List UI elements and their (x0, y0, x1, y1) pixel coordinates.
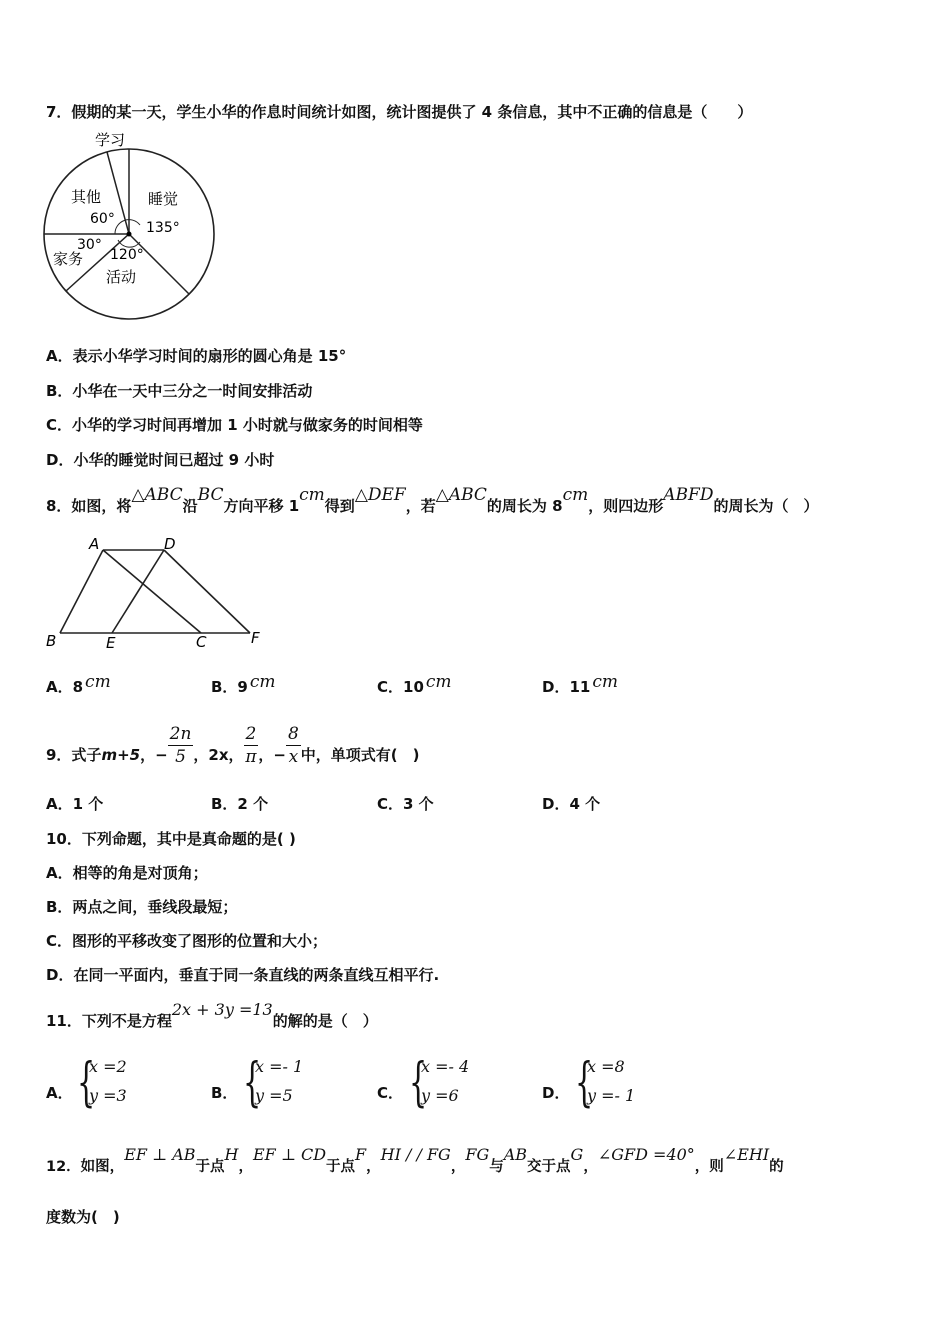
q8-m1: △ABC (131, 485, 183, 505)
q8-t1: 8．如图，将 (46, 497, 132, 515)
q8-m5: △ABC (435, 485, 487, 505)
q10-option-b[interactable]: B．两点之间，垂线段最短； (46, 898, 238, 916)
q8-t4: 得到 (324, 497, 355, 515)
q9-option-b[interactable]: B．2 个 (211, 795, 269, 813)
q9-option-c[interactable]: C．3 个 (377, 795, 434, 813)
q8-m7: ABFD (663, 485, 714, 505)
q8-label-e: E (106, 634, 116, 652)
q7-option-d[interactable]: D．小华的睡觉时间已超过 9 小时 (46, 451, 275, 469)
pie-label-study: 学习 (95, 131, 126, 149)
q8-m3: cm (299, 485, 325, 505)
pie-label-housework: 家务 (53, 250, 84, 268)
q9-stem: 9．式子m+5，− $\frac{2n}{5}$ ，2x， $\frac{2}{\pi}$ ，− $\frac{8}{x}$ 中，单项式有( ) (46, 724, 420, 767)
q8-label-b: B (46, 632, 57, 650)
q11-option-c-system[interactable]: { x =- 4 y =6 (409, 1053, 470, 1113)
pie-angle-other: 60° (90, 211, 115, 227)
q11-option-d-system[interactable]: { x =8 y =- 1 (575, 1053, 636, 1113)
q9-option-d[interactable]: D．4 个 (542, 795, 601, 813)
pie-angle-activity: 120° (110, 247, 144, 263)
q11-stem: 11．下列不是方程2x + 3y =13的解的是（ ） (46, 1000, 378, 1030)
q8-option-d[interactable]: D．11 cm (542, 672, 618, 696)
pie-angle-sleep: 135° (146, 220, 180, 236)
q10-option-d[interactable]: D．在同一平面内，垂直于同一条直线的两条直线互相平行. (46, 966, 440, 984)
q9-fraction-3: $\frac{8}{x}$ (287, 724, 299, 767)
q8-m6: cm (562, 485, 589, 505)
q8-t5: ，若 (405, 497, 436, 515)
q11-option-b-system[interactable]: { x =- 1 y =5 (243, 1053, 304, 1113)
q8-t2: 沿 (182, 497, 198, 515)
pie-label-activity: 活动 (106, 268, 137, 286)
pie-label-other: 其他 (71, 188, 102, 206)
q8-t8: 的周长为（ ） (713, 497, 819, 515)
q8-t7: ，则四边形 (588, 497, 664, 515)
q8-option-b[interactable]: B．9 cm (211, 672, 276, 696)
q8-figure (40, 532, 270, 657)
q9-expr1: m+5 (101, 746, 141, 764)
q7-option-b[interactable]: B．小华在一天中三分之一时间安排活动 (46, 382, 313, 400)
q8-label-c: C (196, 633, 207, 651)
q9-fraction-1: $\frac{2n}{5}$ (169, 724, 192, 767)
pie-label-sleep: 睡觉 (148, 190, 179, 208)
q7-option-a[interactable]: A．表示小华学习时间的扇形的圆心角是 15° (46, 347, 347, 365)
q11-equation: 2x + 3y =13 (171, 1000, 273, 1019)
q8-label-d: D (164, 535, 176, 553)
q7-pie-chart (40, 128, 225, 323)
q8-option-c[interactable]: C．10 cm (377, 672, 452, 696)
q11-option-d-letter[interactable]: D． (542, 1084, 570, 1102)
q7-option-c[interactable]: C．小华的学习时间再增加 1 小时就与做家务的时间相等 (46, 416, 423, 434)
q8-label-a: A (89, 535, 100, 553)
pie-angle-housework: 30° (77, 237, 102, 253)
q10-option-a[interactable]: A．相等的角是对顶角； (46, 864, 208, 882)
q8-t3: 方向平移 1 (223, 497, 300, 515)
q10-option-c[interactable]: C．图形的平移改变了图形的位置和大小； (46, 932, 328, 950)
q9-t2: 中，单项式有( ) (300, 746, 420, 764)
q11-option-a-letter[interactable]: A． (46, 1084, 73, 1102)
q8-stem (46, 485, 819, 516)
q8-t6: 的周长为 8 (486, 497, 563, 515)
q8-label-f: F (251, 629, 260, 647)
q9-fraction-2: $\frac{2}{\pi}$ (245, 724, 257, 767)
q8-option-a[interactable]: A．8 cm (46, 672, 111, 696)
q11-option-b-letter[interactable]: B． (211, 1084, 238, 1102)
q12-stem-line2: 度数为( ) (46, 1208, 120, 1226)
q11-option-a-system[interactable]: { x =2 y =3 (77, 1053, 127, 1113)
q12-stem-line1: 12．如图，EF ⊥ AB于点H，EF ⊥ CD于点F，HI / / FG，FG与AB交于点G，∠GFD =40°，则∠EHI的 (46, 1145, 784, 1175)
q8-m4: △DEF (354, 485, 406, 505)
q9-option-a[interactable]: A．1 个 (46, 795, 104, 813)
q8-m2: BC (197, 485, 224, 505)
q10-stem: 10．下列命题，其中是真命题的是( ) (46, 830, 296, 848)
q7-stem: 7．假期的某一天，学生小华的作息时间统计如图，统计图提供了 4 条信息，其中不正确的信息是（ ） (46, 103, 753, 121)
q11-option-c-letter[interactable]: C． (377, 1084, 404, 1102)
q9-t1: 9．式子 (46, 746, 102, 764)
